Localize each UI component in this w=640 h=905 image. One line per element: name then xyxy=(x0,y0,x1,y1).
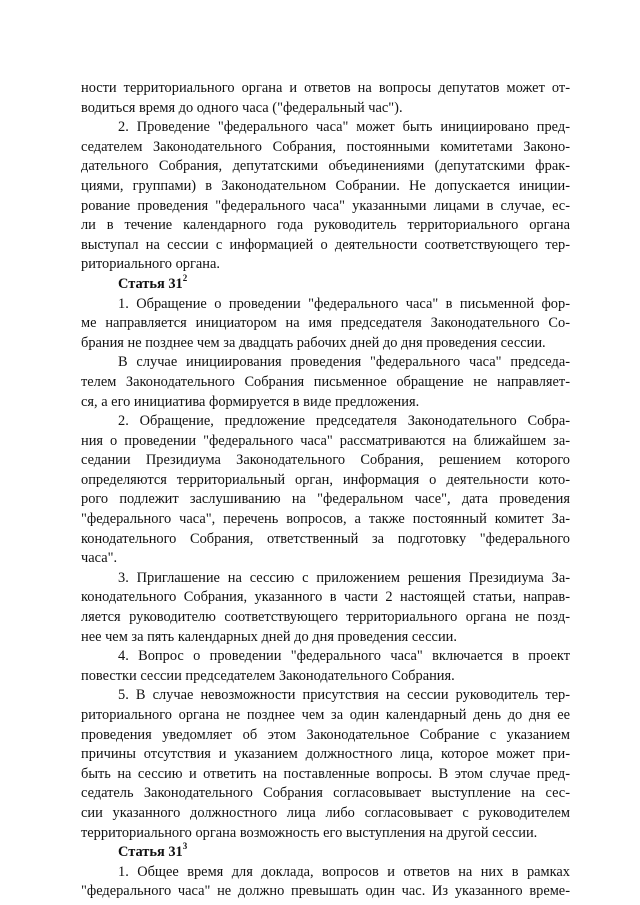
article-superscript: 3 xyxy=(182,841,188,852)
text-line: риториального органа. xyxy=(81,256,220,273)
text-line: сии указанного должностного лица либо согласовывает с руководителем xyxy=(81,804,570,821)
text-line: 5. В случае невозможности присутствия на сессии руководитель тер- xyxy=(118,687,570,704)
paragraph-31-3-1 xyxy=(81,863,570,902)
text-line: седатель Законодательного Собрания согласовывает выступление на сес- xyxy=(81,785,570,802)
document-page xyxy=(81,79,570,902)
text-line: ности территориального органа и ответов на вопросы депутатов может от- xyxy=(81,80,570,96)
text-line: ли в течение календарного года руководитель территориального органа xyxy=(81,217,570,234)
text-line: 4. Вопрос о проведении "федерального часа" включается в проект xyxy=(118,648,570,665)
text-line: седателем Законодательного Собрания, постоянными комитетами Законо- xyxy=(81,138,570,155)
text-line: нее чем за пять календарных дней до дня проведения сессии. xyxy=(81,628,457,645)
paragraph-31-2-4 xyxy=(81,647,570,686)
text-line: 2. Проведение "федерального часа" может быть инициировано пред- xyxy=(118,119,570,136)
text-line: выступал на сессии с информацией о деятельности соответствующего тер- xyxy=(81,236,570,253)
text-line: седании Президиума Законодательного Собрания, решением которого xyxy=(81,452,570,469)
text-line: брания не позднее чем за двадцать рабочих дней до дня проведения сессии. xyxy=(81,334,546,351)
text-line: проведения уведомляет об этом Законодательное Собрание с указанием xyxy=(81,726,570,743)
text-line: 3. Приглашение на сессию с приложением решения Президиума За- xyxy=(118,569,570,586)
text-line: быть на сессию и ответить на поставленные вопросы. В этом случае пред- xyxy=(81,765,570,782)
text-line: риториального органа не позднее чем за один календарный день до дня ее xyxy=(81,707,570,723)
text-line: 2. Обращение, предложение председателя Законодательного Собра- xyxy=(118,413,570,430)
text-line: повестки сессии председателем Законодательного Собрания. xyxy=(81,667,455,684)
text-line: конодательного Собрания, указанного в части 2 настоящей статьи, направ- xyxy=(81,589,570,606)
paragraph-31-2-3 xyxy=(81,569,570,647)
text-line: ния о проведении "федерального часа" рассматриваются на ближайшем за- xyxy=(81,432,570,449)
paragraph-31-2-2 xyxy=(81,412,570,569)
article-heading-31-3 xyxy=(81,843,570,863)
article-heading-31-2 xyxy=(81,275,570,295)
text-line: циями, группами) в Законодательном Собрании. Не допускается иниции- xyxy=(81,177,570,194)
text-line: "федерального часа" не должно превышать один час. Из указанного време- xyxy=(81,883,570,900)
text-line: ся, а его инициатива формируется в виде предложения. xyxy=(81,393,420,410)
article-title: Статья 31 xyxy=(118,275,183,292)
text-line: причины отсутствия и указанием должностного лица, которое может при- xyxy=(81,746,570,763)
text-line: телем Законодательного Собрания письменное обращение не направляет- xyxy=(81,373,570,390)
paragraph-31-2-5 xyxy=(81,686,570,843)
text-line: рование проведения "федерального часа" указанными лицами в случае, ес- xyxy=(81,197,570,214)
article-superscript: 2 xyxy=(182,273,188,284)
paragraph-31-2-1 xyxy=(81,295,570,354)
text-line: рого подлежит заслушиванию на "федеральном часе", дата проведения xyxy=(81,491,570,508)
paragraph-intro xyxy=(81,79,570,118)
paragraph-31-2-1b xyxy=(81,353,570,412)
text-line: 1. Общее время для доклада, вопросов и ответов на них в рамках xyxy=(118,863,570,880)
text-line: определяются территориальный орган, информация о деятельности кото- xyxy=(81,471,570,488)
text-line: 1. Обращение о проведении "федерального часа" в письменной фор- xyxy=(118,295,570,312)
paragraph-proposal xyxy=(81,118,570,275)
article-title: Статья 31 xyxy=(118,844,183,861)
text-line: ляется руководителю соответствующего территориального органа не позд- xyxy=(81,609,570,626)
text-line: дательного Собрания, депутатскими объединениями (депутатскими фрак- xyxy=(81,158,570,175)
text-line: конодательного Собрания, ответственный за подготовку "федерального xyxy=(81,530,570,547)
text-line: водиться время до одного часа ("федеральный час"). xyxy=(81,99,403,116)
text-line: В случае инициирования проведения "федерального часа" председа- xyxy=(118,354,570,371)
text-line: ме направляется инициатором на имя председателя Законодательного Со- xyxy=(81,315,570,332)
text-line: территориального органа возможность его выступления на другой сессии. xyxy=(81,824,538,841)
text-line: часа". xyxy=(81,550,118,567)
text-line: "федерального часа", перечень вопросов, а также постоянный комитет За- xyxy=(81,511,570,528)
